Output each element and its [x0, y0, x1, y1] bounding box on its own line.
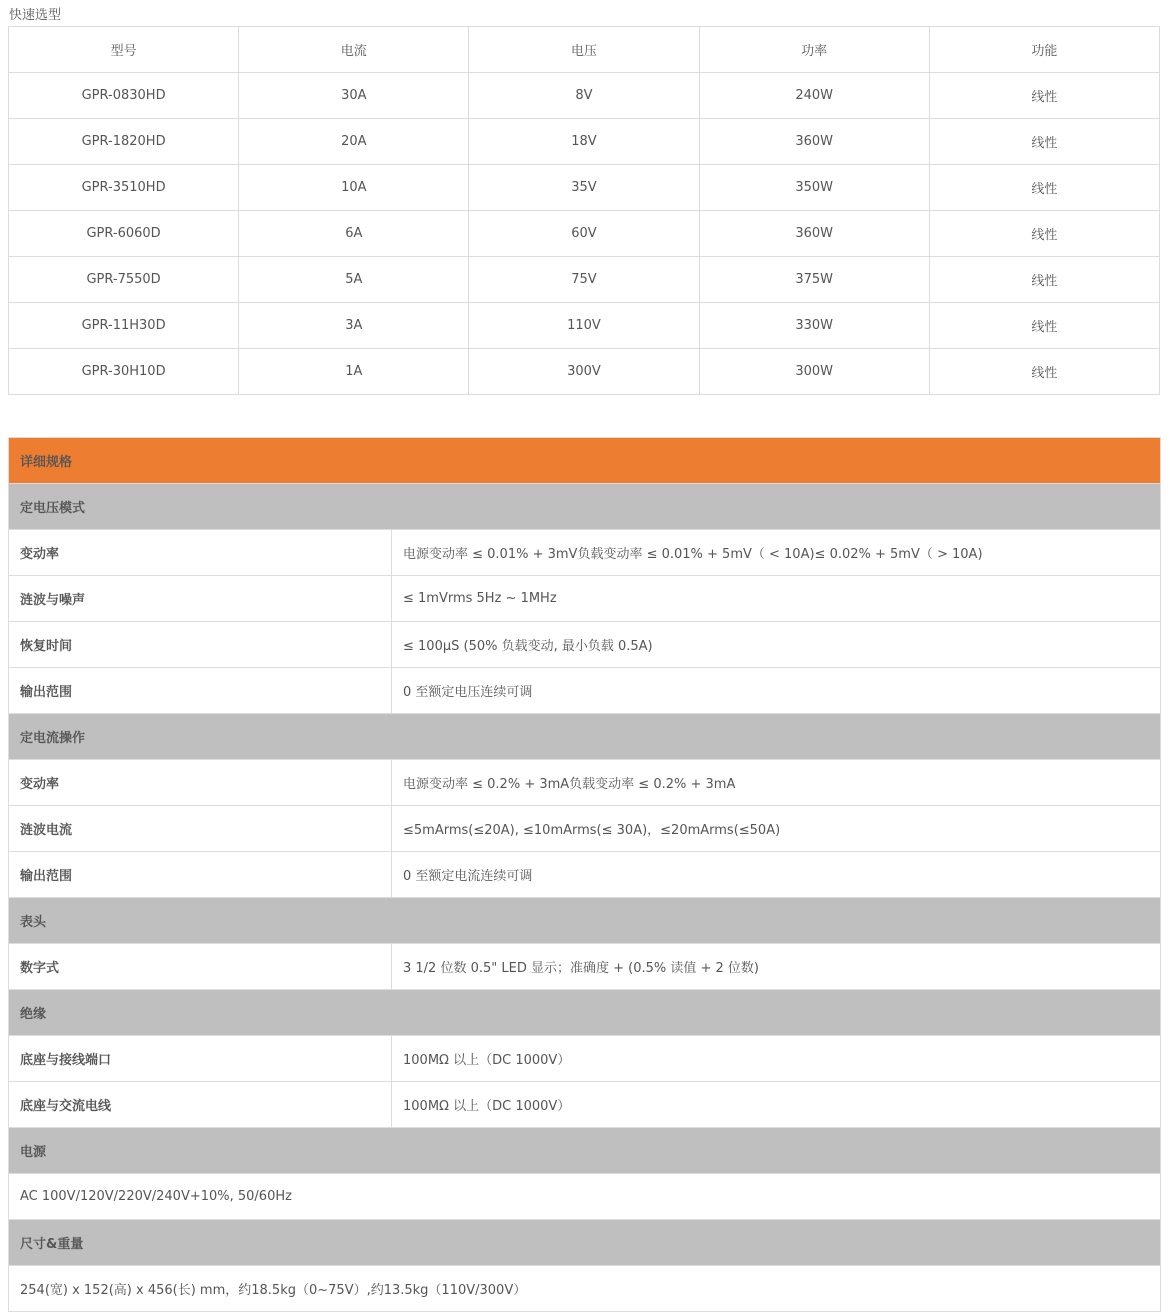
spec-row — [9, 760, 1161, 806]
cell-voltage: 35V — [469, 165, 699, 211]
cell-current: 6A — [239, 211, 469, 257]
cell-current: 5A — [239, 257, 469, 303]
section-title-power: 电源 — [9, 1128, 1161, 1174]
cell-function: 线性 — [929, 257, 1159, 303]
cell-power: 350W — [699, 165, 929, 211]
cell-voltage: 18V — [469, 119, 699, 165]
cell-function: 线性 — [929, 303, 1159, 349]
cell-power: 360W — [699, 119, 929, 165]
spec-row — [9, 1266, 1161, 1312]
cell-current: 20A — [239, 119, 469, 165]
table-row — [9, 303, 1160, 349]
table-row — [9, 119, 1160, 165]
header-function: 功能 — [929, 27, 1159, 73]
spec-row — [9, 1082, 1161, 1128]
spec-label: 变动率 — [9, 530, 392, 576]
cell-power: 240W — [699, 73, 929, 119]
spec-value: 0 至额定电压连续可调 — [392, 668, 1161, 714]
spec-row — [9, 576, 1161, 622]
cell-power: 300W — [699, 349, 929, 395]
cell-voltage: 60V — [469, 211, 699, 257]
cell-model: GPR-11H30D — [9, 303, 239, 349]
spec-table — [8, 437, 1161, 1312]
header-current: 电流 — [239, 27, 469, 73]
table-row — [9, 211, 1160, 257]
cell-voltage: 110V — [469, 303, 699, 349]
spec-header-row — [9, 438, 1161, 484]
spec-label: 涟波电流 — [9, 806, 392, 852]
spec-value: 100MΩ 以上（DC 1000V） — [392, 1082, 1161, 1128]
header-model: 型号 — [9, 27, 239, 73]
table-row — [9, 165, 1160, 211]
section-title-cv: 定电压模式 — [9, 484, 1161, 530]
spec-value: ≤ 100μS (50% 负载变动, 最小负载 0.5A) — [392, 622, 1161, 668]
spec-row — [9, 944, 1161, 990]
spec-label: 涟波与噪声 — [9, 576, 392, 622]
cell-model: GPR-1820HD — [9, 119, 239, 165]
section-title-cc: 定电流操作 — [9, 714, 1161, 760]
spec-title: 详细规格 — [9, 438, 1161, 484]
spec-label: 输出范围 — [9, 852, 392, 898]
quick-select-title: 快速选型 — [9, 8, 62, 23]
section-row — [9, 1128, 1161, 1174]
cell-power: 330W — [699, 303, 929, 349]
section-row — [9, 898, 1161, 944]
spec-value: 电源变动率 ≤ 0.2% + 3mA负载变动率 ≤ 0.2% + 3mA — [392, 760, 1161, 806]
section-row — [9, 1220, 1161, 1266]
table-row — [9, 349, 1160, 395]
cell-model: GPR-0830HD — [9, 73, 239, 119]
cell-function: 线性 — [929, 211, 1159, 257]
cell-current: 3A — [239, 303, 469, 349]
table-row — [9, 257, 1160, 303]
section-row — [9, 714, 1161, 760]
spec-row — [9, 530, 1161, 576]
header-power: 功率 — [699, 27, 929, 73]
table-header-row — [9, 27, 1160, 73]
cell-voltage: 300V — [469, 349, 699, 395]
spec-label: 输出范围 — [9, 668, 392, 714]
cell-model: GPR-7550D — [9, 257, 239, 303]
cell-current: 10A — [239, 165, 469, 211]
spec-row — [9, 622, 1161, 668]
spec-value: ≤5mArms(≤20A), ≤10mArms(≤ 30A)，≤20mArms(≤50A) — [392, 806, 1161, 852]
cell-function: 线性 — [929, 119, 1159, 165]
cell-model: GPR-6060D — [9, 211, 239, 257]
cell-model: GPR-3510HD — [9, 165, 239, 211]
table-row — [9, 73, 1160, 119]
cell-power: 375W — [699, 257, 929, 303]
cell-model: GPR-30H10D — [9, 349, 239, 395]
spec-value: 0 至额定电流连续可调 — [392, 852, 1161, 898]
spec-value: 100MΩ 以上（DC 1000V） — [392, 1036, 1161, 1082]
spec-label: 底座与接线端口 — [9, 1036, 392, 1082]
spec-label: 变动率 — [9, 760, 392, 806]
spec-value: 254(宽) x 152(高) x 456(长) mm，约18.5kg（0~75V）,约13.5kg（110V/300V） — [9, 1266, 1161, 1312]
cell-function: 线性 — [929, 349, 1159, 395]
section-title-insulation: 绝缘 — [9, 990, 1161, 1036]
spec-row — [9, 668, 1161, 714]
spec-value: AC 100V/120V/220V/240V+10%, 50/60Hz — [9, 1174, 1161, 1220]
spec-label: 数字式 — [9, 944, 392, 990]
spec-value: 3 1/2 位数 0.5" LED 显示；准确度 + (0.5% 读值 + 2 位数) — [392, 944, 1161, 990]
section-row — [9, 990, 1161, 1036]
section-title-size: 尺寸&重量 — [9, 1220, 1161, 1266]
cell-current: 30A — [239, 73, 469, 119]
spec-value: 电源变动率 ≤ 0.01% + 3mV负载变动率 ≤ 0.01% + 5mV（ < 10A)≤ 0.02% + 5mV（ > 10A) — [392, 530, 1161, 576]
cell-voltage: 8V — [469, 73, 699, 119]
cell-voltage: 75V — [469, 257, 699, 303]
cell-power: 360W — [699, 211, 929, 257]
spec-value: ≤ 1mVrms 5Hz ~ 1MHz — [392, 576, 1161, 622]
section-row — [9, 484, 1161, 530]
spec-label: 底座与交流电线 — [9, 1082, 392, 1128]
spec-row — [9, 806, 1161, 852]
section-title-meter: 表头 — [9, 898, 1161, 944]
cell-function: 线性 — [929, 165, 1159, 211]
spec-row — [9, 1036, 1161, 1082]
spec-row — [9, 1174, 1161, 1220]
quick-select-table — [8, 26, 1160, 395]
spec-row — [9, 852, 1161, 898]
spec-label: 恢复时间 — [9, 622, 392, 668]
cell-current: 1A — [239, 349, 469, 395]
cell-function: 线性 — [929, 73, 1159, 119]
header-voltage: 电压 — [469, 27, 699, 73]
